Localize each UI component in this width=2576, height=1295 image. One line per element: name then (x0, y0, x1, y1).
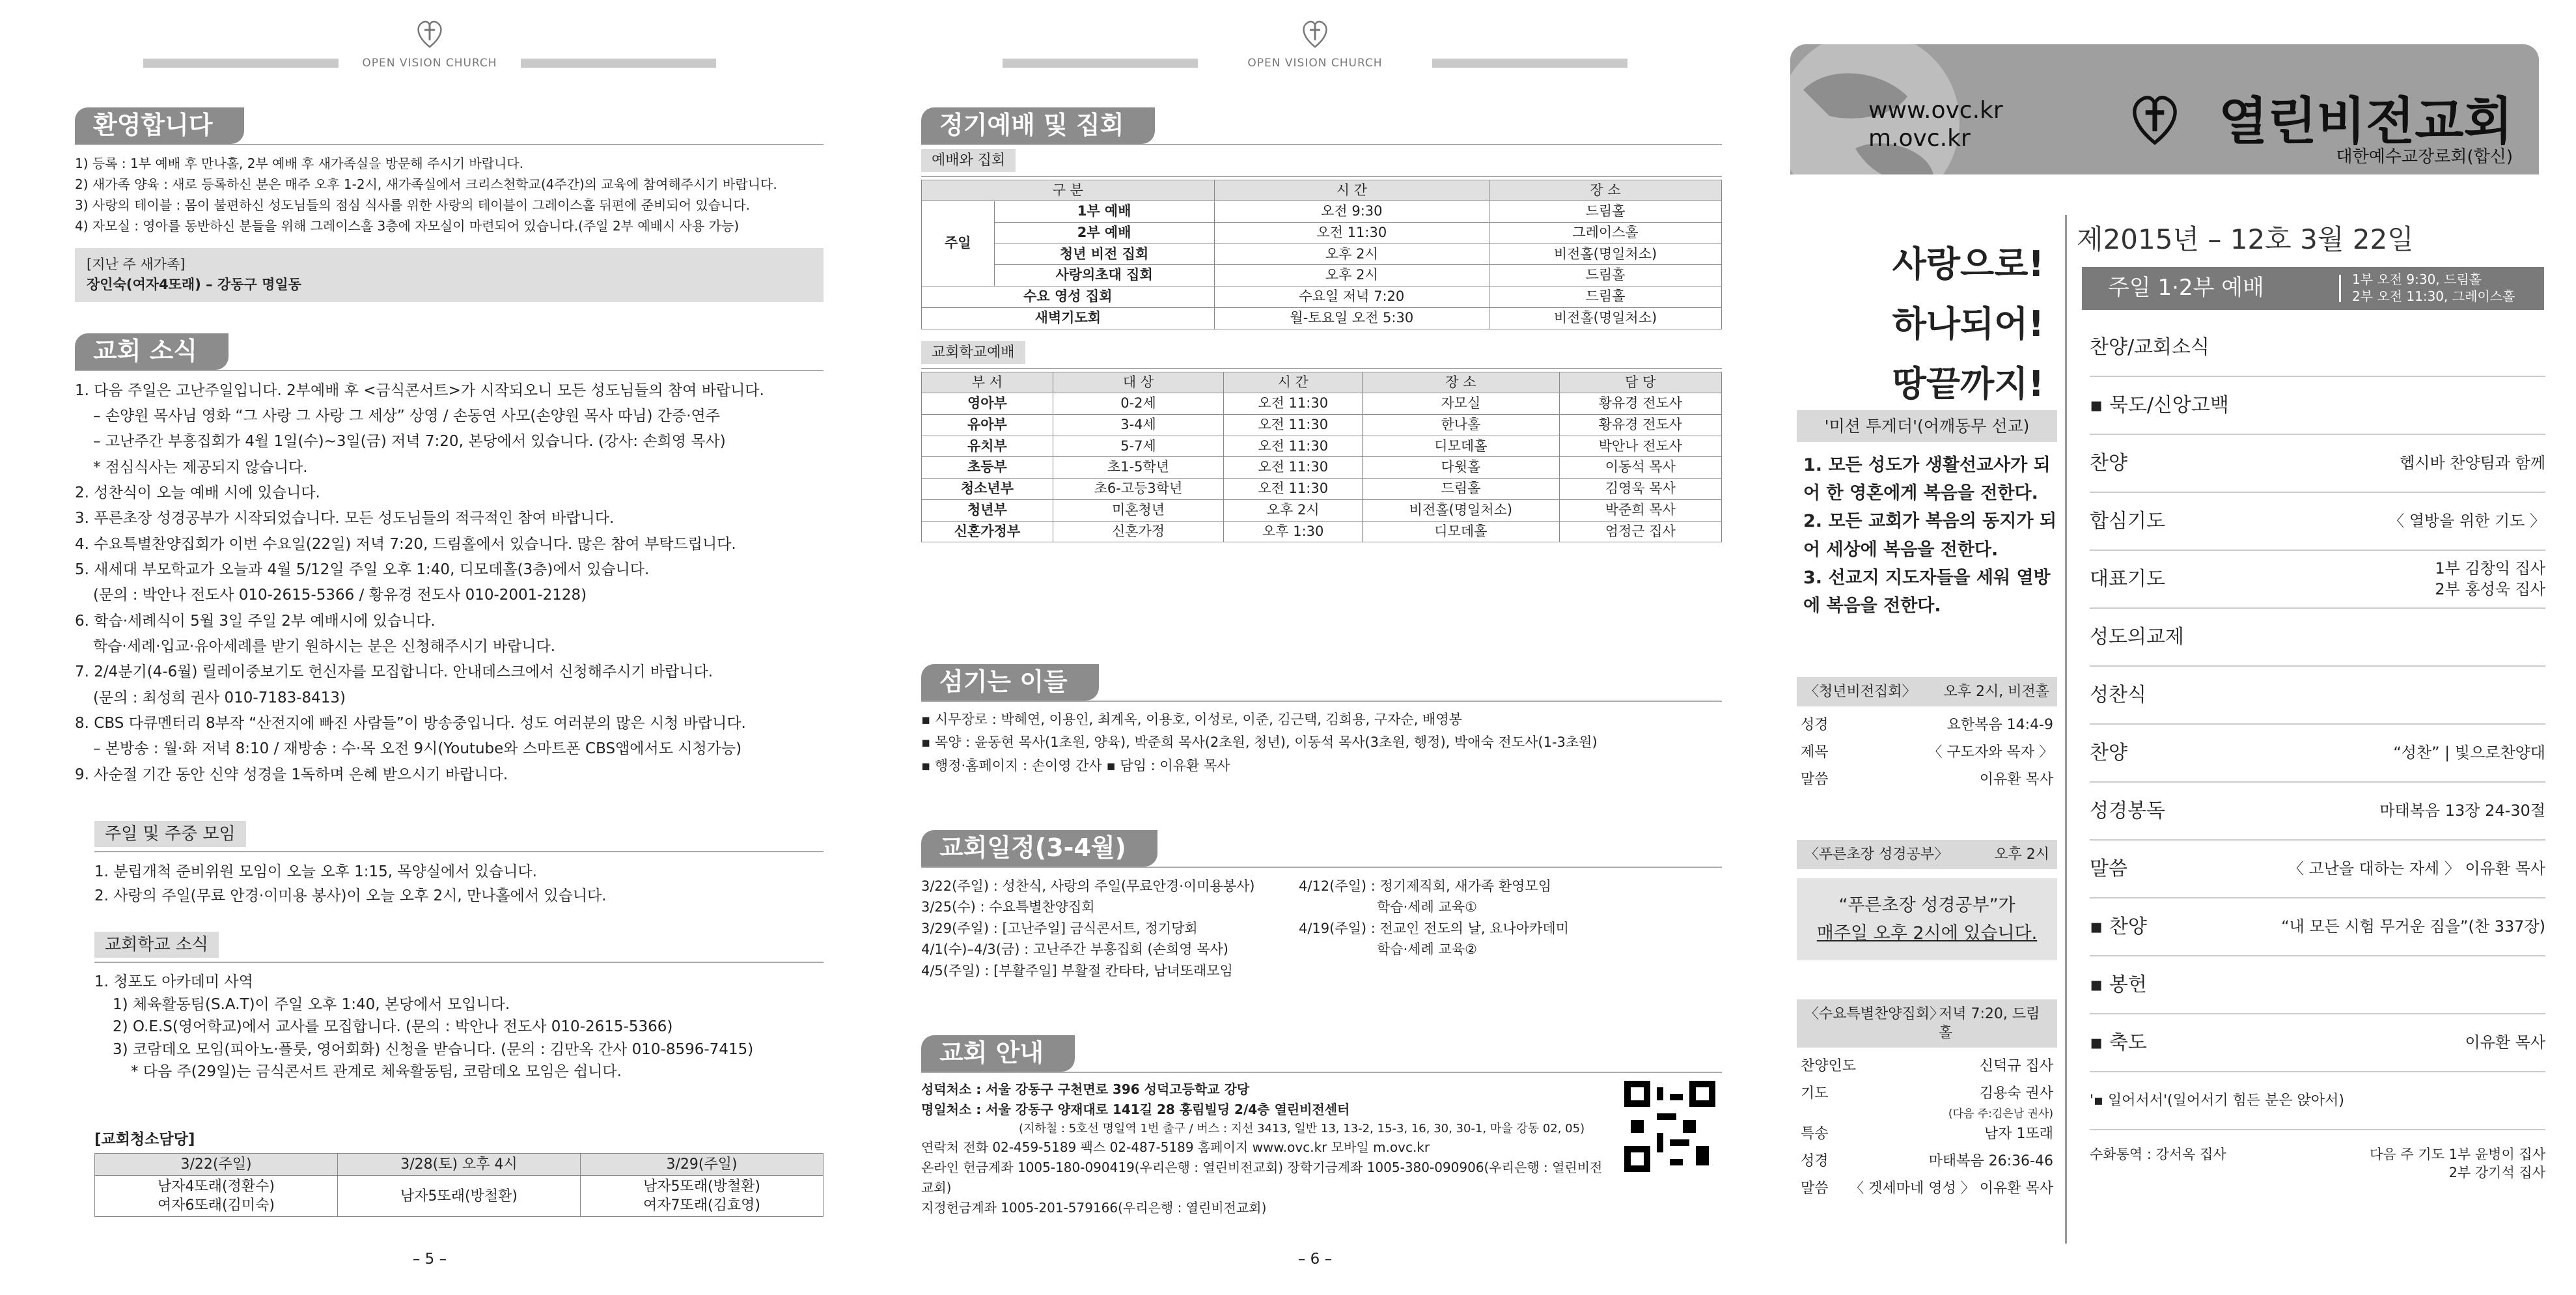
table-cell: 오전 11:30 (1214, 222, 1489, 244)
server-item: ▪ 시무장로 : 박혜연, 이용인, 최계옥, 이용호, 이성로, 이준, 김근택, 김희용, 구자순, 배영봉 (921, 711, 1462, 727)
table-header: 대 상 (1053, 372, 1223, 393)
table-row (922, 479, 1722, 500)
meetings-section (94, 817, 824, 908)
order-row: ▪ 묵도/신앙고백 (2090, 377, 2545, 435)
section-title: 섬기는 이들 (921, 664, 1099, 701)
order-row: 합심기도 〈 열방을 위한 기도 〉 (2090, 493, 2545, 551)
grass-time: 오후 2시 (1994, 846, 2049, 863)
table-row (922, 307, 1722, 329)
table-cell: 유아부 (922, 415, 1053, 436)
cleaning-label: [교회청소담당] (94, 1131, 195, 1148)
order-row: '▪ 일어서서'(일어서기 힘든 분은 앉아서) (2090, 1072, 2545, 1130)
schedule-item: 3/29(주일) : [고난주일] 금식콘서트, 정기당회 (921, 920, 1198, 936)
news-item: – 본방송 : 월·화 저녁 8:10 / 재방송 : 수·목 오전 9시(Youtube와 스마트폰 CBS앱에서도 시청가능) (93, 740, 742, 758)
table-row (922, 286, 1722, 308)
website-url: www.ovc.kr m.ovc.kr (1868, 97, 2003, 152)
table-cell: 0-2세 (1053, 393, 1223, 415)
table-cell: 수요일 저녁 7:20 (1214, 286, 1489, 308)
order-row: 성경봉독 마태복음 13장 24-30절 (2090, 783, 2545, 841)
cleaning-table (94, 1153, 824, 1217)
subsection-title: 주일 및 주중 모임 (94, 821, 246, 847)
order-row: 찬양 “성찬” | 빛으로찬양대 (2090, 725, 2545, 783)
table-row (922, 393, 1722, 415)
welcome-section (75, 107, 824, 302)
table-cell: 오전 11:30 (1224, 436, 1363, 457)
table-cell: 청년부 (922, 499, 1053, 521)
news-item: 6. 학습·세례식이 5월 3일 주일 2부 예배시에 있습니다. (75, 612, 436, 630)
table-cell: 초1-5학년 (1053, 457, 1223, 479)
page-number: – 5 – (412, 1250, 447, 1268)
section-title: 환영합니다 (75, 107, 244, 144)
news-item: (문의 : 최성희 권사 010-7183-8413) (93, 689, 346, 706)
order-of-service (2090, 319, 2545, 1182)
meeting-item: 1. 분립개척 준비위원 모임이 오늘 오후 1:15, 목양실에서 있습니다. (94, 863, 537, 881)
table-cell: 청소년부 (922, 479, 1053, 500)
section-title: 교회일정(3-4월) (921, 830, 1157, 867)
new-family-box (75, 248, 824, 302)
table-row (922, 201, 1722, 223)
table-row (922, 499, 1722, 521)
news-item: 8. CBS 다큐멘터리 8부작 “산전지에 빠진 사람들”이 방송중입니다. 성도 여러분의 많은 시청 바랍니다. (75, 714, 746, 732)
order-row: 찬양/교회소식 (2090, 319, 2545, 377)
table-cell: 한나홀 (1363, 415, 1559, 436)
welcome-item: 2) 새가족 양육 : 새로 등록하신 분은 매주 오후 1-2시, 새가족실에서 크리스천학교(4주간)의 교육에 참여해주시기 바랍니다. (75, 176, 777, 192)
table-row (922, 415, 1722, 436)
worship-section (921, 107, 1722, 542)
order-row: ▪ 축도 이유환 목사 (2090, 1014, 2545, 1072)
youth-section: 〈청년비전집회〉 오후 2시, 비전홀 성경 요한복음 14:4-9 제목 〈 구도자와 목자 〉 말씀 이유환 목사 (1797, 677, 2057, 798)
page-number: – 6 – (1297, 1250, 1333, 1268)
cover-page (1771, 0, 2576, 1295)
info-item: 연락처 전화 02-459-5189 팩스 02-487-5189 홈페이지 www.ovc.kr 모바일 m.ovc.kr (921, 1139, 1430, 1156)
table-cell: 3-4세 (1053, 415, 1223, 436)
subsection-title: 교회학교예배 (921, 341, 1025, 364)
table-row (922, 436, 1722, 457)
sunday-service-bar (2082, 267, 2544, 310)
mission-item: 1. 모든 성도가 생활선교사가 되어 한 영혼에게 복음을 전한다. (1803, 455, 2051, 504)
welcome-item: 4) 자모실 : 영아를 동반하신 분들을 위해 그레이스홀 3층에 자모실이 마련되어 있습니다.(주일 2부 예배시 사용 가능) (75, 217, 740, 234)
church-name-en: OPEN VISION CHURCH (362, 57, 497, 70)
server-item: ▪ 행정·홈페이지 : 손이영 간사 ▪ 담임 : 이유환 목사 (921, 757, 1230, 773)
news-item: 7. 2/4분기(4-6월) 릴레이중보기도 헌신자를 모집합니다. 안내데스크에서 신청해주시기 바랍니다. (75, 663, 713, 681)
grass-title: 〈푸른초장 성경공부〉 (1805, 846, 1949, 863)
table-cell: 오전 11:30 (1224, 479, 1363, 500)
table-cell: 디모데홀 (1363, 436, 1559, 457)
news-item: 5. 새세대 부모학교가 오늘과 4월 5/12일 주일 오후 1:40, 디모데홀(3층)에서 있습니다. (75, 561, 650, 578)
order-row: 성찬식 (2090, 667, 2545, 725)
mission-item: 2. 모든 교회가 복음의 동지가 되어 세상에 복음을 전한다. (1803, 511, 2057, 560)
schedule-item: 학습·세례 교육② (1377, 941, 1477, 958)
schedule-item: 4/5(주일) : [부활주일] 부활절 칸타타, 남녀또래모임 (921, 962, 1233, 979)
cleaning-section (94, 1130, 824, 1217)
page-5 (0, 0, 859, 1295)
sunday-time: 1부 오전 9:30, 드림홀 (2352, 272, 2482, 287)
table-cell: 오후 2시 (1214, 244, 1489, 265)
welcome-item: 3) 사랑의 테이블 : 몸이 불편하신 성도님들의 점심 식사를 위한 사랑의 테이블이 그레이스홀 뒤편에 준비되어 있습니다. (75, 197, 751, 213)
church-logo-icon (411, 14, 448, 51)
news-item: 3. 푸른초장 성경공부가 시작되었습니다. 모든 성도님들의 적극적인 참여 바랍니다. (75, 510, 615, 527)
schedule-section (921, 830, 1722, 981)
info-item: (지하철 : 5호선 명일역 1번 출구 / 버스 : 지선 3413, 일반 13, 13-2, 15-3, 16, 30, 30-1, 마을 강동 02, 05) (1019, 1121, 1585, 1135)
info-item: 명일처소 : 서울 강동구 양재대로 141길 28 홍림빌딩 2/4층 열린비전센터 (921, 1101, 1350, 1117)
table-cell: 남자4또래(정환수) 여자6또래(김미숙) (95, 1176, 338, 1217)
order-row: 찬양 헵시바 찬양팀과 함께 (2090, 435, 2545, 493)
order-row: 성도의교제 (2090, 609, 2545, 667)
news-item: 1. 다음 주일은 고난주일입니다. 2부예배 후 <금식콘서트>가 시작되오니 모든 성도님들의 참여 바랍니다. (75, 382, 764, 399)
table-header: 3/22(주일) (95, 1154, 338, 1176)
table-row (922, 457, 1722, 479)
table-cell: 오전 9:30 (1214, 201, 1489, 223)
info-item: 지정헌금계좌 1005-201-579166(우리은행 : 열린비전교회) (921, 1200, 1267, 1216)
schedule-item: 3/25(수) : 수요특별찬양집회 (921, 899, 1095, 915)
news-item: * 점심식사는 제공되지 않습니다. (93, 458, 308, 476)
table-cell: 오전 11:30 (1224, 415, 1363, 436)
wed-title: 〈수요특별찬양집회〉 (1805, 1006, 1945, 1022)
page-6 (859, 0, 1771, 1295)
school-worship-table (921, 372, 1722, 543)
table-header: 부 서 (922, 372, 1053, 393)
table-cell: 신혼가정부 (922, 521, 1053, 542)
slogan: 사랑으로! 하나되어! 땅끝까지! (1892, 244, 2044, 404)
church-name-en: OPEN VISION CHURCH (1247, 57, 1383, 70)
table-cell: 1부 예배 (994, 201, 1214, 223)
table-cell: 사랑의초대 집회 (994, 265, 1214, 286)
table-cell: 다윗홀 (1363, 457, 1559, 479)
table-cell: 청년 비전 집회 (994, 244, 1214, 265)
table-cell: 5-7세 (1053, 436, 1223, 457)
subsection-title: 교회학교 소식 (94, 932, 219, 958)
table-cell: 박준희 목사 (1559, 499, 1721, 521)
table-cell: 김영욱 목사 (1559, 479, 1721, 500)
table-cell: 오후 2시 (1224, 499, 1363, 521)
info-item: 성덕처소 : 서울 강동구 구천면로 396 성덕고등학교 강당 (921, 1081, 1250, 1097)
sunday-label: 주일 1·2부 예배 (2108, 275, 2264, 301)
table-cell: 오후 2시 (1214, 265, 1489, 286)
school-item: 1. 청포도 아카데미 사역 (94, 973, 253, 991)
table-cell: 오후 1:30 (1224, 521, 1363, 542)
new-family-label: [지난 주 새가족] (87, 256, 186, 272)
mission-section (1797, 410, 2057, 620)
table-header: 장 소 (1363, 372, 1559, 393)
table-cell: 엄정근 집사 (1559, 521, 1721, 542)
table-cell: 영아부 (922, 393, 1053, 415)
new-family-value: 장인숙(여자4또래) – 강동구 명일동 (87, 277, 301, 292)
sunday-time: 2부 오전 11:30, 그레이스홀 (2352, 288, 2515, 304)
table-cell: 미혼청년 (1053, 499, 1223, 521)
table-cell: 황유경 전도사 (1559, 393, 1721, 415)
table-cell: 남자5또래(방철환) (338, 1176, 581, 1217)
table-row (922, 265, 1722, 286)
school-item: 1) 체육활동팀(S.A.T)이 주일 오후 1:40, 본당에서 모입니다. (113, 996, 510, 1013)
schedule-item: 4/19(주일) : 전교인 전도의 날, 요나아카데미 (1299, 920, 1569, 936)
section-title: 교회 소식 (75, 333, 229, 370)
youth-time: 오후 2시, 비전홀 (1943, 684, 2049, 700)
denomination: 대한예수교장로회(합신) (2336, 147, 2513, 167)
table-row (922, 521, 1722, 542)
server-item: ▪ 목양 : 윤동현 목사(1초원, 양육), 박준희 목사(2초원, 청년), 이동석 목사(3초원, 행정), 박애숙 전도사(1-3초원) (921, 734, 1598, 751)
news-item: – 고난주간 부흥집회가 4월 1일(수)~3일(금) 저녁 7:20, 본당에서 있습니다. (강사: 손희영 목사) (93, 433, 726, 451)
table-cell: 초6-고등3학년 (1053, 479, 1223, 500)
wed-time: 저녁 7:20, 드림홀 (1938, 1006, 2040, 1042)
wednesday-section: 〈수요특별찬양집회〉 저녁 7:20, 드림홀 찬양인도 신덕규 집사 기도 김용숙 권사 (다음 주:김은남 권사) 특송 남자 1또래 성경 마태복음 26:36-46 말씀 〈 겟세마네 영성 〉 이유환 목사 (1797, 999, 2057, 1207)
news-section (75, 333, 824, 790)
order-row: ▪ 봉헌 (2090, 956, 2545, 1014)
table-header: 3/28(토) 오후 4시 (338, 1154, 581, 1176)
info-item: 온라인 헌금계좌 1005-180-090419(우리은행 : 열린비전교회) 장학기금계좌 1005-380-090906(우리은행 : 열린비전교회) (921, 1160, 1603, 1196)
table-cell: 비전홀(명일처소) (1363, 499, 1559, 521)
table-cell: 월-토요일 오전 5:30 (1214, 307, 1489, 329)
table-cell: 유치부 (922, 436, 1053, 457)
table-header: 장 소 (1489, 180, 1722, 201)
table-row (922, 244, 1722, 265)
table-cell: 수요 영성 집회 (922, 286, 1215, 308)
table-cell: 드림홀 (1363, 479, 1559, 500)
news-item: 학습·세례·입교·유아세례를 받기 원하시는 분은 신청해주시기 바랍니다. (93, 637, 556, 655)
grass-study-section: 〈푸른초장 성경공부〉 오후 2시 “푸른초장 성경공부”가 매주일 오후 2시에 있습니다. (1797, 840, 2057, 960)
table-cell: 자모실 (1363, 393, 1559, 415)
cover-banner (1790, 44, 2539, 174)
section-title: 정기예배 및 집회 (921, 107, 1155, 144)
schedule-item: 3/22(주일) : 성찬식, 사랑의 주일(무료안경·이미용봉사) (921, 878, 1255, 894)
school-item: * 다음 주(29일)는 금식콘서트 관계로 체육활동팀, 코람데오 모임은 쉽니다. (131, 1063, 622, 1081)
table-cell: 박안나 전도사 (1559, 436, 1721, 457)
table-header: 3/29(주일) (581, 1154, 824, 1176)
school-item: 2) O.E.S(영어학교)에서 교사를 모집합니다. (문의 : 박안나 전도사 010-2615-5366) (113, 1018, 673, 1036)
table-cell: 드림홀 (1489, 201, 1722, 223)
news-item: – 손양원 목사님 영화 “그 사랑 그 사랑 그 세상” 상영 / 손동연 사모(손양원 목사 따님) 간증·연주 (93, 407, 720, 425)
mission-item: 3. 선교지 지도자들을 세워 열방에 복음을 전한다. (1803, 567, 2051, 616)
page-header (0, 14, 859, 79)
table-cell: 이동석 목사 (1559, 457, 1721, 479)
table-cell: 비전홀(명일처소) (1489, 244, 1722, 265)
table-header: 시 간 (1224, 372, 1363, 393)
table-cell: 오전 11:30 (1224, 393, 1363, 415)
mission-title: '미션 투게더'(어깨동무 선교) (1797, 410, 2057, 442)
table-cell: 신혼가정 (1053, 521, 1223, 542)
news-item: (문의 : 박안나 전도사 010-2615-5366 / 황유경 전도사 010-2001-2128) (93, 587, 587, 604)
school-section (94, 928, 824, 1083)
table-cell: 오전 11:30 (1224, 457, 1363, 479)
news-item: 9. 사순절 기간 동안 신약 성경을 1독하며 은혜 받으시기 바랍니다. (75, 766, 508, 783)
table-cell: 디모데홀 (1363, 521, 1559, 542)
subsection-title: 예배와 집회 (921, 149, 1016, 172)
schedule-item: 학습·세례 교육① (1377, 899, 1477, 915)
servers-section (921, 664, 1722, 778)
order-row: 대표기도 1부 김창익 집사 2부 홍성욱 집사 (2090, 551, 2545, 609)
table-cell: 남자5또래(방철환) 여자7또래(김효영) (581, 1176, 824, 1217)
issue-date: 제2015년 – 12호 3월 22일 (2077, 223, 2414, 255)
news-item: 2. 성찬식이 오늘 예배 시에 있습니다. (75, 484, 320, 501)
info-section (921, 1035, 1722, 1218)
church-logo-icon (1297, 14, 1333, 51)
section-title: 교회 안내 (921, 1035, 1075, 1072)
news-item: 4. 수요특별찬양집회가 이번 수요일(22일) 저녁 7:20, 드림홀에서 있습니다. 많은 참여 부탁드립니다. (75, 535, 736, 553)
table-cell: 주일 (922, 201, 995, 286)
youth-title: 〈청년비전집회〉 (1805, 684, 1917, 700)
table-header: 시 간 (1214, 180, 1489, 201)
table-cell: 비전홀(명일처소) (1489, 307, 1722, 329)
table-header: 담 당 (1559, 372, 1721, 393)
order-row: ▪ 찬양 “내 모든 시험 무거운 짐을”(찬 337장) (2090, 898, 2545, 956)
church-logo-icon (2122, 85, 2187, 150)
table-row (922, 222, 1722, 244)
service-right: 다음 주 기도 1부 윤병이 집사 2부 강기석 집사 (2370, 1147, 2545, 1180)
table-cell: 새벽기도회 (922, 307, 1215, 329)
schedule-item: 4/12(주일) : 정기제직회, 새가족 환영모임 (1299, 878, 1551, 894)
table-cell: 2부 예배 (994, 222, 1214, 244)
page-header (859, 14, 1771, 79)
qr-code-icon (1624, 1081, 1715, 1172)
service-left: 수화통역 : 강서옥 집사 (2090, 1147, 2226, 1162)
table-cell: 드림홀 (1489, 286, 1722, 308)
meeting-item: 2. 사랑의 주일(무료 안경·이미용 봉사)이 오늘 오후 2시, 만나홀에서 있습니다. (94, 887, 607, 905)
table-cell: 황유경 전도사 (1559, 415, 1721, 436)
order-row: 말씀 〈 고난을 대하는 자세 〉 이유환 목사 (2090, 841, 2545, 898)
table-cell: 그레이스홀 (1489, 222, 1722, 244)
church-name: 열린비전교회 (2218, 92, 2513, 151)
worship-table (921, 180, 1722, 329)
table-cell: 드림홀 (1489, 265, 1722, 286)
welcome-item: 1) 등록 : 1부 예배 후 만나홀, 2부 예배 후 새가족실을 방문해 주시기 바랍니다. (75, 155, 524, 171)
schedule-item: 4/1(수)–4/3(금) : 고난주간 부흥집회 (손희영 목사) (921, 941, 1228, 958)
table-header: 구 분 (922, 180, 1215, 201)
school-item: 3) 코람데오 모임(피아노·플룻, 영어회화) 신청을 받습니다. (문의 : 김만옥 간사 010-8596-7415) (113, 1040, 754, 1058)
table-cell: 초등부 (922, 457, 1053, 479)
